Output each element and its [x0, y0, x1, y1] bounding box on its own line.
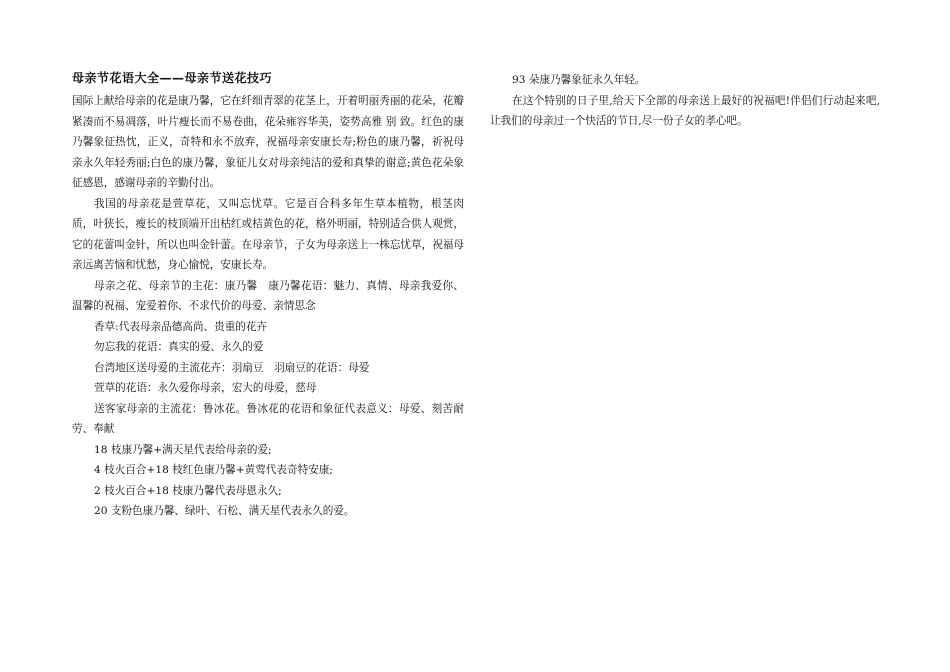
paragraph-vanilla: 香草:代表母亲品德高尚、贵重的花卉: [94, 320, 268, 333]
paragraph-main-flower: 母亲之花、母亲节的主花：康乃馨 康乃馨花语：魅力、真情、母亲我爱你、温馨的祝福、宠爱着你、不求代价的母爱、亲情思念: [72, 279, 464, 312]
document-title: 母亲节花语大全——母亲节送花技巧: [72, 71, 273, 85]
paragraph-carnation-intro: 国际上献给母亲的花是康乃馨，它在纤细青翠的花茎上，开着明丽秀丽的花朵，花瓣紧凑而不易凋落，叶片瘦长而不易卷曲，花朵雍容华美，姿势高雅 别 致。红色的康乃馨象征热忱，正义，奇特和永不放弃，祝福母亲安康长寿;粉色的康乃馨，祈祝母亲永久年轻秀丽;白色的康乃馨，象征儿女对母亲纯洁的爱和真挚的谢意;黄色花朵象征感恩，感谢母亲的辛勤付出。: [72, 95, 464, 189]
paragraph-lupine: 台湾地区送母爱的主流花卉：羽扇豆 羽扇豆的花语：母爱: [94, 361, 370, 374]
list-item-bouquet-5: 93 朵康乃馨象征永久年轻。: [512, 74, 646, 86]
right-column: [490, 70, 880, 132]
list-item-bouquet-3: 2 枝火百合+18 枝康乃馨代表母恩永久;: [94, 484, 282, 497]
paragraph-hakka-flower: 送客家母亲的主流花：鲁冰花。鲁冰花的花语和象征代表意义：母爱、刻苦耐劳、奉献: [72, 402, 464, 435]
paragraph-forget-me-not: 勿忘我的花语：真实的爱、永久的爱: [94, 341, 264, 353]
paragraph-daylily: 我国的母亲花是萱草花，又叫忘忧草。它是百合科多年生草本植物，根茎肉质，叶狭长，瘦长的枝顶端开出枯红或桔黄色的花，格外明丽，特别适合供人观赏， 它的花蕾叫金针，所以也叫金针蕾。在母亲节，子女为母亲送上一株忘忧草，祝福母亲远离苦恼和忧愁，身心愉悦，安康长寿。: [72, 197, 464, 271]
paragraph-daylily-meaning: 萱草的花语：永久爱你母亲，宏大的母爱，慈母: [94, 382, 317, 394]
list-item-bouquet-4: 20 支粉色康乃馨、绿叶、石松、满天星代表永久的爱。: [94, 505, 355, 517]
left-column: [72, 70, 464, 522]
list-item-bouquet-1: 18 枝康乃馨+满天星代表给母亲的爱;: [94, 443, 272, 456]
list-item-bouquet-2: 4 枝火百合+18 枝红色康乃馨+黄莺代表奇特安康;: [94, 464, 333, 476]
paragraph-closing: 在这个特别的日子里,给天下全部的母亲送上最好的祝福吧!伴侣们行动起来吧,让我们的母亲过一个快活的节日,尽一份子女的孝心吧。: [490, 94, 880, 127]
